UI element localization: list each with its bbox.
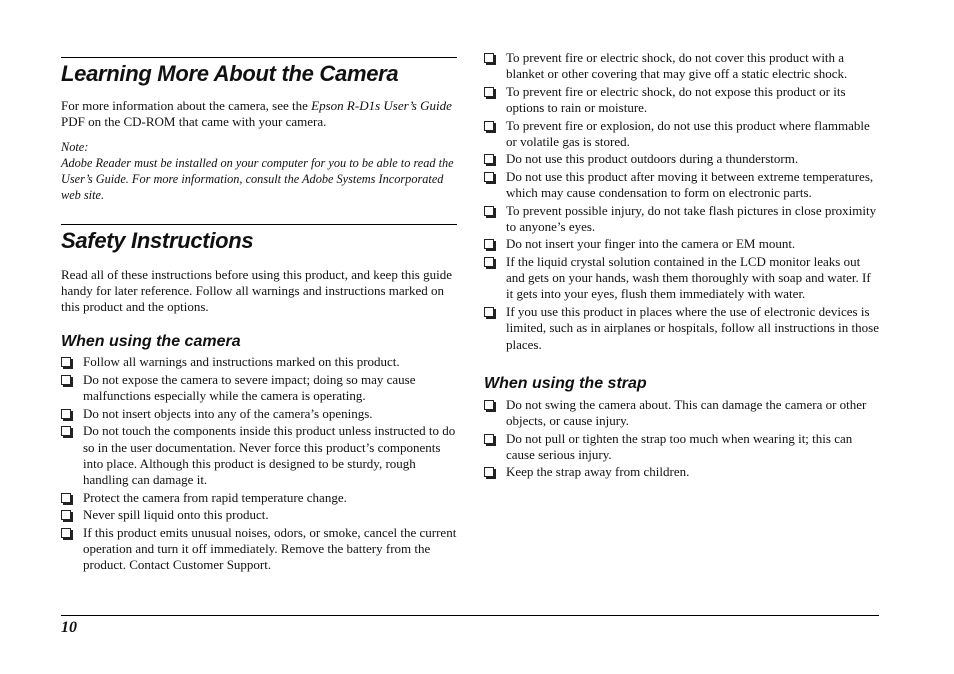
checkbox-bullet-icon [61,493,71,503]
checkbox-bullet-icon [484,400,494,410]
list-item [484,84,879,117]
list-item [484,431,879,464]
safety-intro: Read all of these instructions before using this product, and keep this guide handy for later reference. Follow all warnings and instructions marked on this product and the options. [61,266,452,315]
page-number: 10 [61,619,77,636]
footer-rule [61,615,879,616]
checkbox-bullet-icon [484,154,494,164]
note-label: Note: [61,139,89,154]
list-item-text: Do not use this product after moving it between extreme temperatures, which may cause condensation to form on electronic parts. [506,168,874,201]
list-item [61,372,457,405]
list-item-text: To prevent fire or explosion, do not use this product where flammable or volatile gas is stored. [506,117,870,149]
list-item-text: Do not pull or tighten the strap too much when wearing it; this can cause serious injury. [506,430,853,462]
list-item-text: If you use this product in places where the use of electronic devices is limited, such as in airplanes or hospitals, follow all instructions in those places. [506,303,879,352]
list-item-text: Do not touch the components inside this product unless instructed to do so in the user documentation. Never force this product’s components into place. Although this product is designed to be sturdy, rough handling can damage it. [83,423,456,488]
list-item [484,50,879,83]
list-item-text: If this product emits unusual noises, odors, or smoke, cancel the current operation and turn it off immediately. Remove the battery from the product. Contact Customer Support. [83,524,457,573]
section-rule [61,57,457,58]
list-item [61,525,457,574]
list-item [61,490,457,506]
camera-list-left [61,354,457,573]
list-item-text: If the liquid crystal solution contained in the LCD monitor leaks out and gets on your hands, wash them thoroughly with soap and water. If it gets into your eyes, flush them immediately with water. [506,253,871,302]
checkbox-bullet-icon [484,172,494,182]
checkbox-bullet-icon [484,434,494,444]
list-item [484,464,879,480]
checkbox-bullet-icon [484,257,494,267]
list-item-text: Do not swing the camera about. This can damage the camera or other objects, or cause injury. [506,396,867,429]
list-item [61,423,457,488]
checkbox-bullet-icon [61,510,71,520]
list-item-text: Never spill liquid onto this product. [83,507,269,523]
learning-intro [61,98,457,131]
checkbox-bullet-icon [484,53,494,63]
checkbox-bullet-icon [61,375,71,385]
guide-title: Epson R-D1s User’s Guide [311,98,452,113]
list-item [61,354,457,370]
note-text: Adobe Reader must be installed on your computer for you to be able to read the User’s Guide. For more information, consult the Adobe Systems Incorporated web site. [61,155,454,202]
list-item-text: To prevent fire or electric shock, do not cover this product with a blanket or other covering that may give off a static electric shock. [506,50,848,82]
list-item [484,169,879,202]
checkbox-bullet-icon [484,121,494,131]
checkbox-bullet-icon [61,426,71,436]
list-item-text: To prevent possible injury, do not take flash pictures in close proximity to anyone’s eyes. [506,202,877,234]
list-item [484,118,879,151]
list-item-text: Do not insert your finger into the camera or EM mount. [506,236,796,252]
right-column [484,0,879,482]
strap-list [484,397,879,481]
list-item [484,151,879,167]
intro-text-start: For more information about the camera, see the [61,98,312,113]
list-item [61,406,457,422]
list-item [484,203,879,236]
strap-subheading: When using the strap [484,374,647,392]
note-block [61,139,457,203]
checkbox-bullet-icon [61,357,71,367]
section-rule [61,224,457,225]
list-item [484,254,879,303]
list-item [61,507,457,523]
safety-heading: Safety Instructions [61,227,254,253]
checkbox-bullet-icon [484,307,494,317]
checkbox-bullet-icon [61,409,71,419]
checkbox-bullet-icon [484,239,494,249]
list-item-text: Follow all warnings and instructions marked on this product. [83,354,400,370]
list-item-text: Keep the strap away from children. [506,464,690,480]
checkbox-bullet-icon [484,206,494,216]
list-item-text: Protect the camera from rapid temperature change. [83,489,347,505]
list-item [484,397,879,430]
checkbox-bullet-icon [484,87,494,97]
camera-list-right [484,50,879,353]
learning-heading: Learning More About the Camera [61,61,399,86]
list-item [484,304,879,353]
list-item [484,236,879,252]
checkbox-bullet-icon [484,467,494,477]
checkbox-bullet-icon [61,528,71,538]
list-item-text: Do not use this product outdoors during a thunderstorm. [506,151,799,167]
list-item-text: Do not expose the camera to severe impact; doing so may cause malfunctions especially while the camera is operating. [83,371,416,404]
camera-subheading: When using the camera [61,333,241,351]
list-item-text: To prevent fire or electric shock, do not expose this product or its options to rain or moisture. [506,83,846,116]
list-item-text: Do not insert objects into any of the camera’s openings. [83,405,373,421]
left-column [61,0,457,575]
intro-text-end: PDF on the CD-ROM that came with your camera. [61,114,327,130]
